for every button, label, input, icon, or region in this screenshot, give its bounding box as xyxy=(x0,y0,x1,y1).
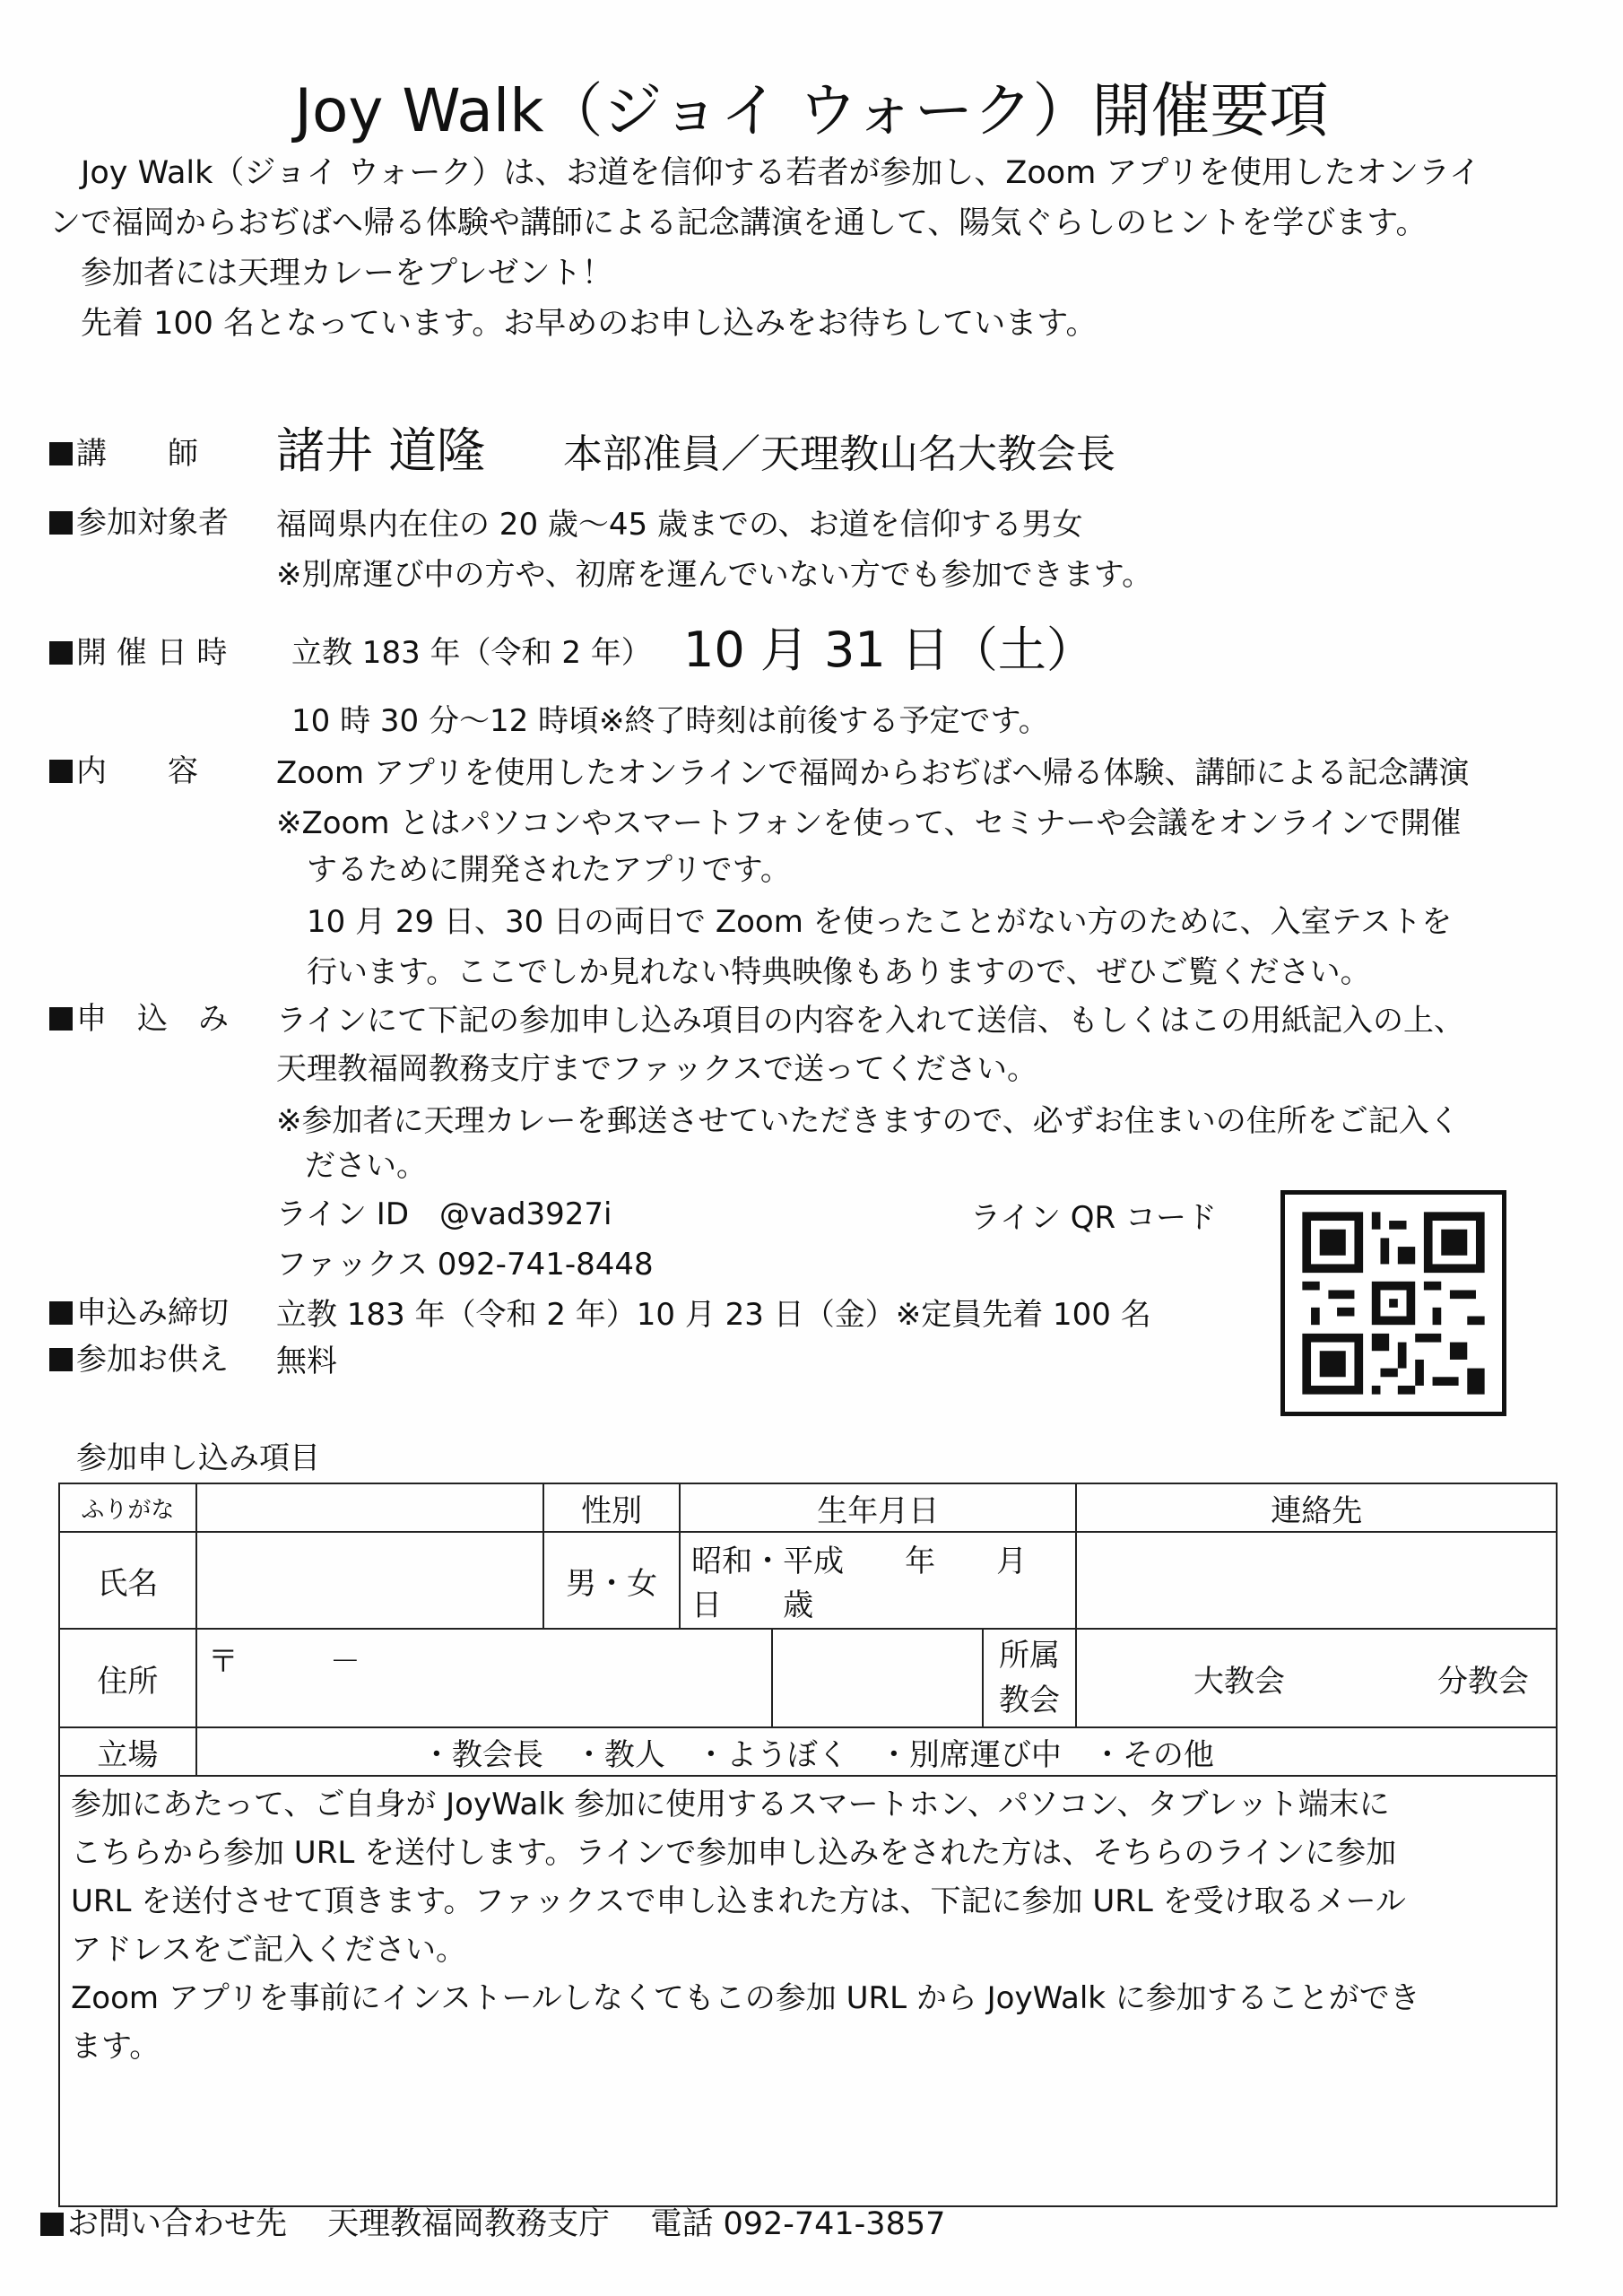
footer-phone[interactable]: 電話 092-741-3857 xyxy=(650,2206,946,2242)
fax-number: ファックス 092-741-8448 xyxy=(276,1247,654,1283)
target-line-1: 福岡県内在住の 20 歳～45 歳までの、お道を信仰する男女 xyxy=(276,507,1083,543)
furigana-field[interactable] xyxy=(196,1483,543,1532)
apply-line-4: ださい。 xyxy=(305,1148,427,1184)
birth-label: 生年月日 xyxy=(680,1483,1076,1532)
line-qr-code[interactable] xyxy=(1280,1190,1506,1416)
apply-label: 申 込 み xyxy=(49,994,229,1038)
note-line-5: Zoom アプリを事前にインストールしなくてもこの参加 URL から JoyWalk に参加することができ xyxy=(71,1980,1420,2016)
bullet-square-icon xyxy=(49,760,73,783)
apply-line-3: ※参加者に天理カレーを郵送させていただきますので、必ずお住まいの住所をご記入く xyxy=(276,1103,1460,1139)
apply-line-2: 天理教福岡教務支庁までファックスで送ってください。 xyxy=(276,1051,1037,1087)
intro-line-2: ンで福岡からおぢばへ帰る体験や講師による記念講演を通して、陽気ぐらしのヒントを学びます。 xyxy=(49,205,1428,241)
bullet-square-icon xyxy=(49,511,73,535)
church-label: 所属 教会 xyxy=(983,1629,1077,1727)
line-id[interactable]: ライン ID @vad3927i xyxy=(276,1196,612,1232)
content-line-4: 10 月 29 日、30 日の両日で Zoom を使ったことがない方のために、入室テストを xyxy=(307,904,1453,940)
address-label: 住所 xyxy=(59,1629,196,1727)
content-line-5: 行います。ここでしか見れない特典映像もありますので、ぜひご覧ください。 xyxy=(307,954,1371,990)
date-label: 開 催 日 時 xyxy=(49,628,227,672)
position-label: 立場 xyxy=(59,1727,196,1776)
form-heading: 参加申し込み項目 xyxy=(76,1440,320,1476)
bullet-square-icon xyxy=(49,641,73,665)
content-line-3: するために開発されたアプリです。 xyxy=(307,852,791,888)
target-line-2: ※別席運び中の方や、初席を運んでいない方でも参加できます。 xyxy=(276,557,1153,593)
form-note[interactable] xyxy=(59,1776,1557,2206)
note-line-1: 参加にあたって、ご自身が JoyWalk 参加に使用するスマートホン、パソコン、タブレット端末に xyxy=(71,1787,1390,1822)
intro-line-1: Joy Walk（ジョイ ウォーク）は、お道を信仰する若者が参加し、Zoom アプリを使用したオンライ xyxy=(81,155,1480,191)
qr-label: ライン QR コード xyxy=(970,1200,1217,1236)
lecturer-name: 諸井 道隆 xyxy=(276,422,486,479)
address-field-extra[interactable] xyxy=(772,1629,983,1727)
bullet-square-icon xyxy=(40,2213,64,2236)
date-prefix: 立教 183 年（令和 2 年） xyxy=(291,635,652,671)
bullet-square-icon xyxy=(49,1348,73,1371)
gender-label: 性別 xyxy=(543,1483,680,1532)
date-main: 10 月 31 日（土） xyxy=(683,622,1095,678)
church-field[interactable]: 大教会 分教会 xyxy=(1076,1629,1557,1727)
offering-value: 無料 xyxy=(276,1344,337,1379)
footer-org: 天理教福岡教務支庁 xyxy=(327,2206,611,2242)
qr-code-icon xyxy=(1285,1195,1502,1412)
contact-field[interactable] xyxy=(1076,1532,1557,1629)
name-field[interactable] xyxy=(196,1532,543,1629)
deadline-value: 立教 183 年（令和 2 年）10 月 23 日（金）※定員先着 100 名 xyxy=(276,1297,1151,1333)
content-label: 内 容 xyxy=(49,746,198,790)
footer xyxy=(40,2199,945,2244)
name-label: 氏名 xyxy=(59,1532,196,1629)
target-label: 参加対象者 xyxy=(49,498,229,542)
content-line-1: Zoom アプリを使用したオンラインで福岡からおぢばへ帰る体験、講師による記念講演 xyxy=(276,755,1470,791)
contact-label: 連絡先 xyxy=(1076,1483,1557,1532)
application-form xyxy=(58,1483,1558,2207)
position-options[interactable]: ・教会長 ・教人 ・ようぼく ・別席運び中 ・その他 xyxy=(196,1727,1557,1776)
lecturer-label: 講 師 xyxy=(49,429,198,473)
furigana-label: ふりがな xyxy=(59,1483,196,1532)
bullet-square-icon xyxy=(49,1007,73,1031)
gender-options[interactable]: 男・女 xyxy=(543,1532,680,1629)
lecturer-title: 本部准員／天理教山名大教会長 xyxy=(563,431,1115,477)
intro-line-4: 先着 100 名となっています。お早めのお申し込みをお待ちしています。 xyxy=(81,306,1098,342)
birth-field[interactable]: 昭和・平成 年 月 日 歳 xyxy=(680,1532,1076,1629)
content-line-2: ※Zoom とはパソコンやスマートフォンを使って、セミナーや会議をオンラインで開催 xyxy=(276,805,1462,841)
bullet-square-icon xyxy=(49,1301,73,1325)
note-line-4: アドレスをご記入ください。 xyxy=(71,1932,466,1968)
date-time: 10 時 30 分～12 時頃※終了時刻は前後する予定です。 xyxy=(291,703,1049,739)
deadline-label: 申込み締切 xyxy=(49,1288,229,1332)
footer-label: お問い合わせ先 xyxy=(67,2206,288,2242)
note-line-2: こちらから参加 URL を送付します。ラインで参加申し込みをされた方は、そちらのラインに参加 xyxy=(71,1835,1397,1871)
address-field[interactable]: 〒 － xyxy=(196,1629,772,1727)
intro-line-3: 参加者には天理カレーをプレゼント！ xyxy=(81,256,613,291)
bullet-square-icon xyxy=(49,442,73,465)
note-line-3: URL を送付させて頂きます。ファックスで申し込まれた方は、下記に参加 URL を受け取るメール xyxy=(71,1883,1406,1919)
note-line-6: ます。 xyxy=(71,2029,161,2065)
offering-label: 参加お供え xyxy=(49,1335,229,1378)
page-title: Joy Walk（ジョイ ウォーク）開催要項 xyxy=(294,76,1329,145)
apply-line-1: ラインにて下記の参加申し込み項目の内容を入れて送信、もしくはこの用紙記入の上、 xyxy=(276,1003,1464,1039)
